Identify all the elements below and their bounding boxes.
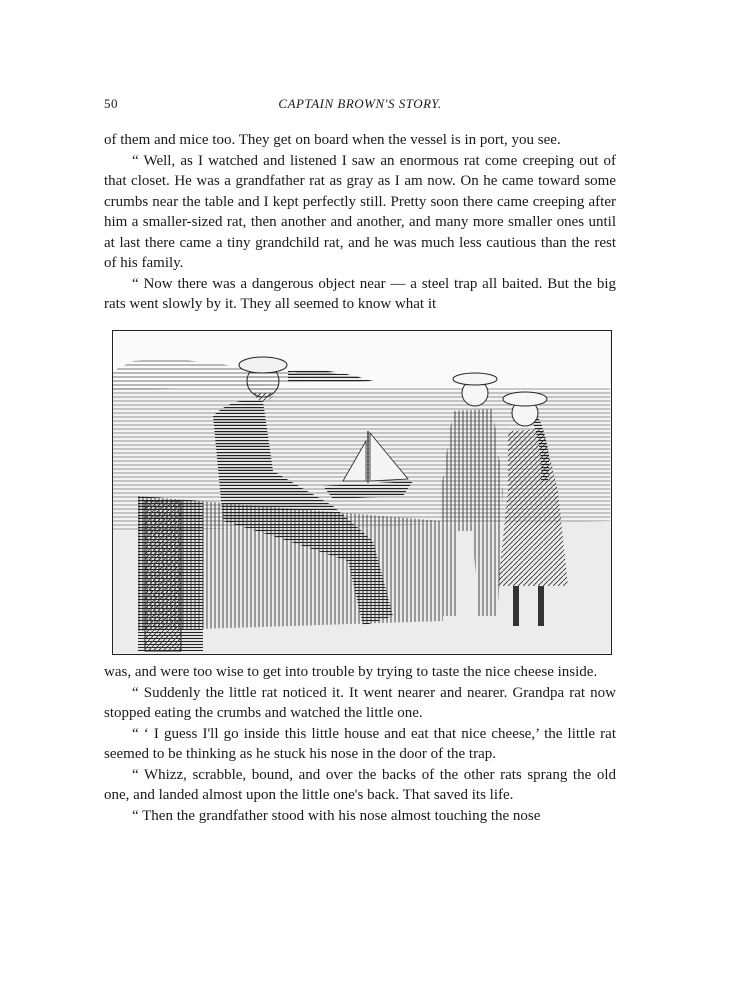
text-block-top bbox=[104, 130, 616, 315]
engraving-illustration bbox=[112, 330, 612, 655]
paragraph: “ Well, as I watched and listened I saw an enormous rat come creeping out of that closet. He was a grandfather rat as gray as I am now. On he came toward some crumbs near the table and I kept perfectly still. Pretty soon there came creeping after him a smaller-sized rat, then another and another, and many more smaller ones until at last there came a tiny grandchild rat, and he was much less cautious than the rest of his family. bbox=[104, 152, 616, 271]
page-number: 50 bbox=[104, 96, 118, 111]
paragraph: “ Whizz, scrabble, bound, and over the backs of the other rats sprang the old one, and landed almost upon the little one's back. That saved its life. bbox=[104, 766, 616, 803]
paragraph: “ Suddenly the little rat noticed it. It went nearer and nearer. Grandpa rat now stopped eating the crumbs and watched the little one. bbox=[104, 684, 616, 721]
illustration-fisherman-with-children bbox=[113, 331, 610, 653]
page-header bbox=[104, 96, 616, 116]
paragraph: “ Then the grandfather stood with his nose almost touching the nose bbox=[132, 807, 541, 824]
paragraph: “ ‘ I guess I'll go inside this little house and eat that nice cheese,’ the little rat seemed to be thinking as he stuck his nose in the door of the trap. bbox=[104, 725, 616, 762]
paragraph: “ Now there was a dangerous object near — a steel trap all baited. But the big rats went slowly by it. They all seemed to know what it bbox=[104, 275, 616, 312]
wooden-post bbox=[145, 501, 181, 651]
paragraph: was, and were too wise to get into trouble by trying to taste the nice cheese inside. bbox=[104, 664, 598, 680]
text-block-bottom bbox=[104, 662, 616, 826]
running-title: CAPTAIN BROWN'S STORY. bbox=[278, 96, 442, 111]
paragraph: of them and mice too. They get on board when the vessel is in port, you see. bbox=[104, 132, 561, 148]
